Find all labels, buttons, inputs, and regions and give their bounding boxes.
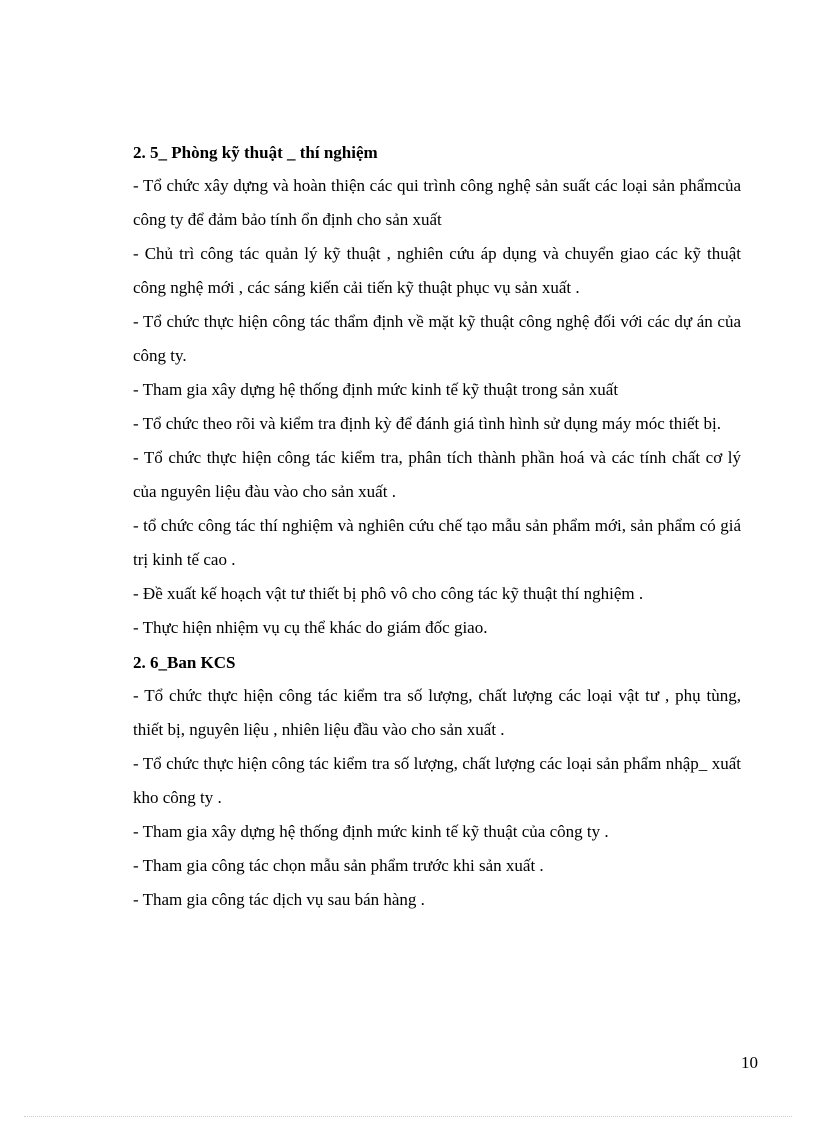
paragraph-2-6-4: - Tham gia công tác chọn mẫu sản phẩm trước khi sản xuất . (133, 856, 544, 875)
page-bottom-divider (24, 1116, 792, 1117)
paragraph-2-5-8: - Đề xuất kế hoạch vật tư thiết bị phô vô cho công tác kỹ thuật thí nghiệm . (133, 584, 644, 603)
paragraph-2-6-2: - Tổ chức thực hiện công tác kiểm tra số lượng, chất lượng các loại sản phẩm nhập_ xuất kho công ty . (133, 754, 741, 807)
section-heading-2-6: 2. 6_Ban KCS (133, 653, 236, 672)
paragraph-2-5-5: - Tổ chức theo rõi và kiểm tra định kỳ để đánh giá tình hình sử dụng máy móc thiết bị. (133, 414, 721, 433)
section-heading-2-5: 2. 5_ Phòng kỹ thuật _ thí nghiệm (133, 143, 378, 162)
paragraph-2-5-2: - Chủ trì công tác quản lý kỹ thuật , nghiên cứu áp dụng và chuyển giao các kỹ thuật công nghệ mới , các sáng kiến cải tiến kỹ thuật phục vụ sản xuất . (133, 244, 741, 297)
paragraph-2-5-9: - Thực hiện nhiệm vụ cụ thể khác do giám đốc giao. (133, 618, 488, 637)
paragraph-2-5-6: - Tổ chức thực hiện công tác kiểm tra, phân tích thành phần hoá và các tính chất cơ lý của nguyên liệu đàu vào cho sản xuất . (133, 448, 741, 501)
paragraph-2-6-3: - Tham gia xây dựng hệ thống định mức kinh tế kỹ thuật của công ty . (133, 822, 609, 841)
paragraph-2-5-1: - Tổ chức xây dựng và hoàn thiện các qui trình công nghệ sản suất các loại sản phẩmcủa công ty để đảm bảo tính ổn định cho sản xuất (133, 176, 741, 229)
paragraph-2-5-3: - Tổ chức thực hiện công tác thẩm định về mặt kỹ thuật công nghệ đối với các dự án của công ty. (133, 312, 741, 365)
page-number: 10 (741, 1053, 758, 1072)
paragraph-2-6-5: - Tham gia công tác dịch vụ sau bán hàng . (133, 890, 425, 909)
page-body (133, 141, 741, 917)
paragraph-2-6-1: - Tổ chức thực hiện công tác kiểm tra số lượng, chất lượng các loại vật tư , phụ tùng, thiết bị, nguyên liệu , nhiên liệu đầu vào cho sản xuất . (133, 686, 741, 739)
paragraph-2-5-4: - Tham gia xây dựng hệ thống định mức kinh tế kỹ thuật trong sản xuất (133, 380, 619, 399)
paragraph-2-5-7: - tổ chức công tác thí nghiệm và nghiên cứu chế tạo mẫu sản phẩm mới, sản phẩm có giá trị kinh tế cao . (133, 516, 741, 569)
